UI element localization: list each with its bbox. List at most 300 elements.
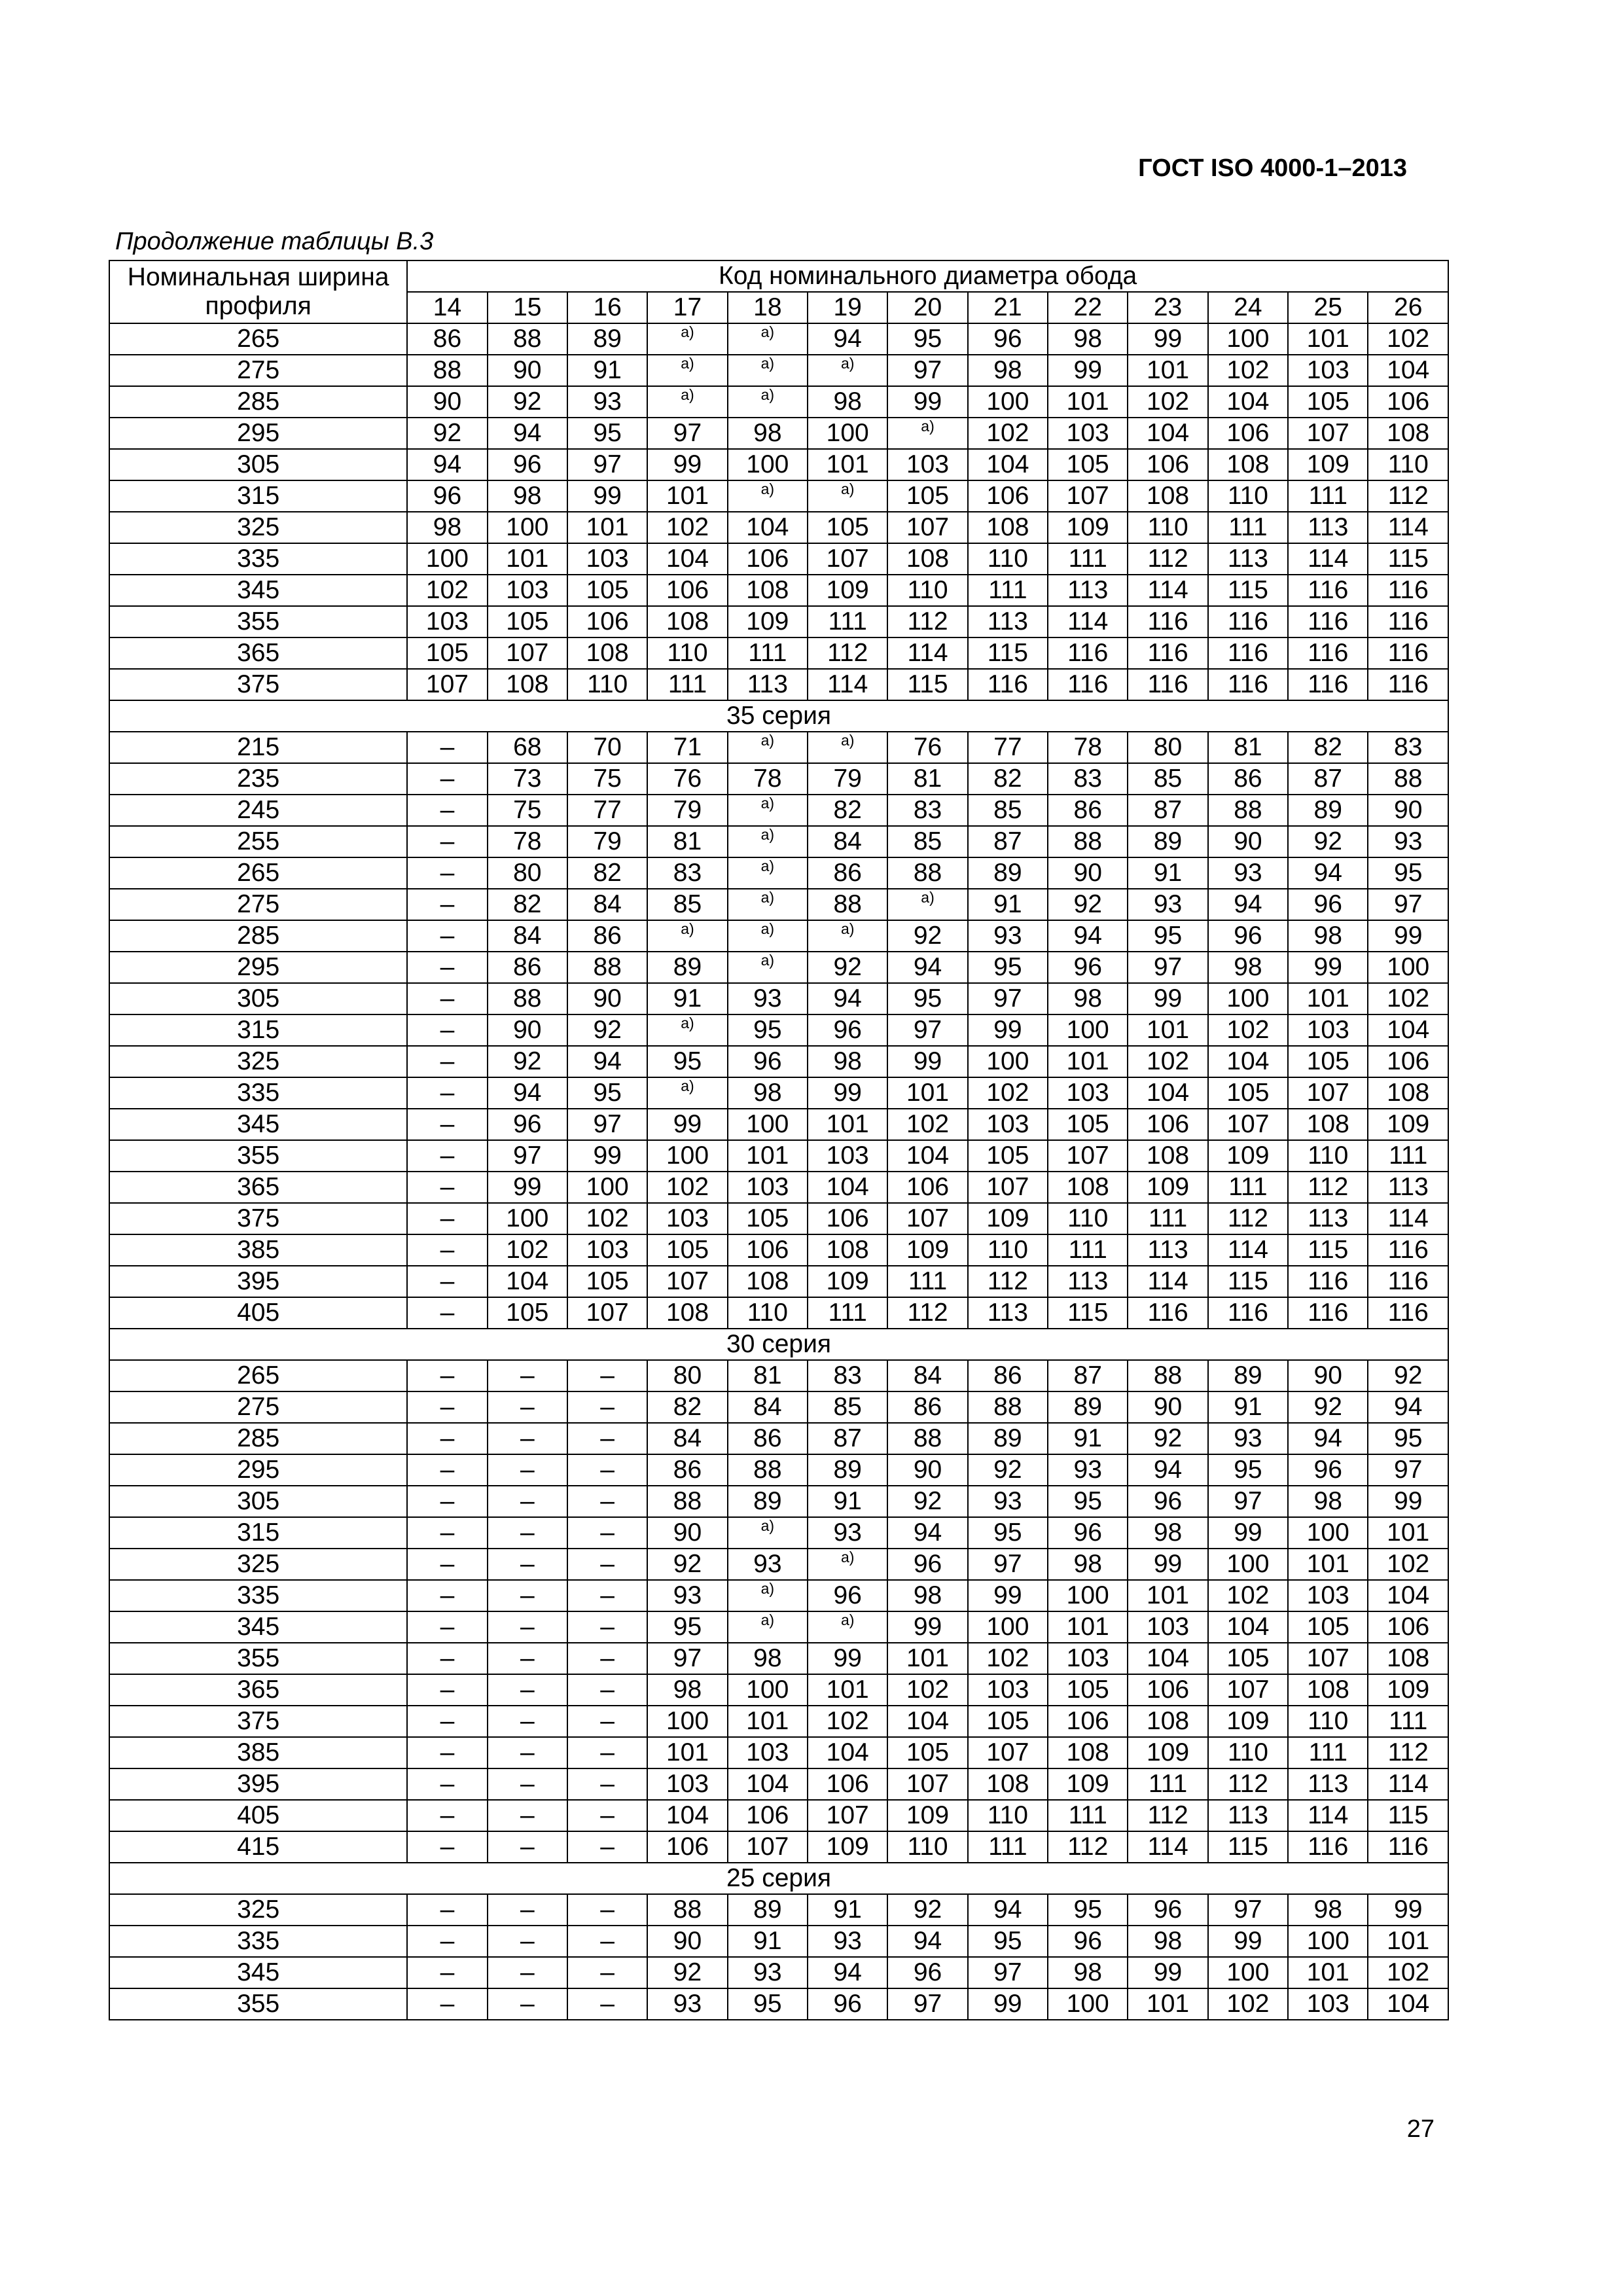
load-index-cell: 78 (1048, 732, 1128, 763)
footnote-ref-cell: a) (728, 1611, 808, 1643)
load-index-cell: 93 (1368, 826, 1448, 857)
load-index-cell: 113 (1048, 575, 1128, 606)
load-index-cell: 110 (1288, 1706, 1368, 1737)
load-index-cell: 92 (488, 386, 567, 418)
load-index-cell: 114 (1128, 575, 1207, 606)
table-row (109, 1674, 1448, 1706)
load-index-cell: 100 (1368, 952, 1448, 983)
load-index-cell: 105 (1288, 1611, 1368, 1643)
load-index-cell: 99 (968, 1988, 1048, 2020)
table-row (109, 669, 1448, 700)
load-index-cell: 85 (968, 795, 1048, 826)
load-index-cell: 100 (488, 1203, 567, 1234)
load-index-cell: 98 (1288, 920, 1368, 952)
load-index-cell: – (488, 1360, 567, 1391)
load-index-cell: 107 (1048, 480, 1128, 512)
load-index-cell: 114 (1368, 512, 1448, 543)
load-index-cell: 84 (887, 1360, 967, 1391)
load-index-cell: 116 (1368, 1234, 1448, 1266)
load-index-cell: 109 (808, 575, 887, 606)
load-index-cell: 82 (647, 1391, 727, 1423)
load-index-cell: 108 (1368, 418, 1448, 449)
load-index-cell: – (488, 1706, 567, 1737)
load-index-cell: 108 (808, 1234, 887, 1266)
load-index-cell: 95 (1368, 1423, 1448, 1454)
footnote-ref-cell: a) (728, 1517, 808, 1549)
load-index-cell: 97 (1208, 1486, 1288, 1517)
load-index-cell: 108 (968, 1768, 1048, 1800)
load-index-cell: 73 (488, 763, 567, 795)
load-index-cell: 101 (808, 449, 887, 480)
load-index-cell: 108 (1128, 480, 1207, 512)
load-index-cell: 116 (1048, 669, 1128, 700)
table-row (109, 952, 1448, 983)
load-index-cell: 99 (1128, 1549, 1207, 1580)
load-index-cell: 90 (567, 983, 647, 1014)
load-index-cell: 71 (647, 732, 727, 763)
load-index-cell: 113 (1288, 512, 1368, 543)
load-index-cell: 107 (647, 1266, 727, 1297)
load-index-cell: 110 (968, 1800, 1048, 1831)
load-index-cell: 98 (968, 355, 1048, 386)
load-index-cell: 114 (1368, 1203, 1448, 1234)
load-index-cell: – (567, 1706, 647, 1737)
load-index-cell: 114 (808, 669, 887, 700)
load-index-cell: 85 (808, 1391, 887, 1423)
footnote-ref-cell: a) (808, 732, 887, 763)
load-index-cell: 99 (1368, 1486, 1448, 1517)
load-index-cell: 83 (647, 857, 727, 889)
load-index-cell: 90 (647, 1926, 727, 1957)
load-index-cell: 86 (968, 1360, 1048, 1391)
rim-code-group-header: Код номинального диаметра обода (407, 260, 1448, 292)
load-index-cell: 83 (887, 795, 967, 826)
load-index-cell: 108 (728, 575, 808, 606)
load-index-cell: 101 (567, 512, 647, 543)
load-index-cell: 104 (647, 1800, 727, 1831)
load-index-cell: 108 (1048, 1737, 1128, 1768)
load-index-cell: 97 (647, 418, 727, 449)
table-row (109, 1831, 1448, 1863)
profile-width-cell: 335 (109, 1580, 407, 1611)
load-index-cell: 107 (968, 1737, 1048, 1768)
load-index-cell: 97 (887, 1014, 967, 1046)
load-index-cell: – (407, 1486, 487, 1517)
profile-width-cell: 265 (109, 1360, 407, 1391)
load-index-cell: – (488, 1674, 567, 1706)
load-index-cell: 95 (887, 983, 967, 1014)
profile-width-cell: 405 (109, 1297, 407, 1329)
table-row (109, 480, 1448, 512)
load-index-cell: 111 (887, 1266, 967, 1297)
load-index-cell: 109 (808, 1831, 887, 1863)
load-index-cell: – (407, 1988, 487, 2020)
load-index-cell: 90 (407, 386, 487, 418)
load-index-cell: 102 (808, 1706, 887, 1737)
load-index-cell: 86 (407, 323, 487, 355)
load-index-cell: – (407, 732, 487, 763)
load-index-cell: 104 (1368, 1988, 1448, 2020)
footnote-ref-cell: a) (728, 1580, 808, 1611)
load-index-cell: 89 (728, 1894, 808, 1926)
load-index-cell: 107 (728, 1831, 808, 1863)
load-index-cell: 81 (887, 763, 967, 795)
footnote-ref-cell: a) (647, 1014, 727, 1046)
load-index-cell: 94 (1288, 857, 1368, 889)
load-index-cell: – (407, 1831, 487, 1863)
load-index-cell: 99 (1208, 1926, 1288, 1957)
load-index-cell: 95 (1048, 1894, 1128, 1926)
load-index-cell: 92 (567, 1014, 647, 1046)
load-index-cell: 115 (1208, 575, 1288, 606)
load-index-cell: 87 (1048, 1360, 1128, 1391)
load-index-cell: 94 (1208, 889, 1288, 920)
load-index-cell: – (407, 1140, 487, 1172)
profile-width-cell: 275 (109, 889, 407, 920)
load-index-cell: 114 (1128, 1266, 1207, 1297)
load-index-cell: 107 (1288, 1643, 1368, 1674)
load-index-cell: 82 (1288, 732, 1368, 763)
load-index-cell: 108 (1048, 1172, 1128, 1203)
rim-code-header-cell: 15 (488, 292, 567, 323)
load-index-cell: – (407, 983, 487, 1014)
load-index-cell: 92 (488, 1046, 567, 1077)
load-index-cell: 101 (647, 1737, 727, 1768)
footnote-ref-cell: a) (887, 418, 967, 449)
load-index-cell: – (567, 1800, 647, 1831)
load-index-cell: 108 (647, 1297, 727, 1329)
load-index-cell: 104 (808, 1737, 887, 1768)
load-index-cell: 113 (968, 1297, 1048, 1329)
load-index-cell: 116 (1368, 1266, 1448, 1297)
table-row (109, 826, 1448, 857)
table-row (109, 1172, 1448, 1203)
load-index-cell: 106 (647, 575, 727, 606)
load-index-cell: 99 (1128, 983, 1207, 1014)
load-index-cell: 90 (1208, 826, 1288, 857)
load-index-cell: 101 (1128, 1014, 1207, 1046)
load-index-cell: 95 (968, 1926, 1048, 1957)
footnote-ref-cell: a) (728, 889, 808, 920)
load-index-cell: 90 (1288, 1360, 1368, 1391)
load-index-cell: – (567, 1674, 647, 1706)
load-index-cell: 100 (1288, 1926, 1368, 1957)
load-index-cell: – (488, 1894, 567, 1926)
load-index-cell: 109 (1288, 449, 1368, 480)
load-index-cell: 116 (1288, 1266, 1368, 1297)
load-index-cell: 116 (1368, 1297, 1448, 1329)
load-index-cell: 84 (488, 920, 567, 952)
load-index-cell: 101 (887, 1077, 967, 1109)
profile-width-cell: 365 (109, 637, 407, 669)
load-index-cell: 111 (808, 606, 887, 637)
profile-width-cell: 315 (109, 480, 407, 512)
load-index-cell: 105 (488, 606, 567, 637)
load-index-cell: 104 (647, 543, 727, 575)
load-index-cell: 96 (808, 1580, 887, 1611)
load-index-cell: – (488, 1800, 567, 1831)
load-index-cell: 102 (647, 512, 727, 543)
load-index-cell: 90 (488, 1014, 567, 1046)
load-index-cell: 98 (728, 1077, 808, 1109)
load-index-cell: 95 (647, 1611, 727, 1643)
load-index-cell: 111 (1048, 1800, 1128, 1831)
load-index-cell: 89 (808, 1454, 887, 1486)
load-index-cell: 112 (1208, 1768, 1288, 1800)
load-index-cell: – (488, 1988, 567, 2020)
load-index-cell: – (488, 1486, 567, 1517)
rim-code-header-cell: 23 (1128, 292, 1207, 323)
profile-width-cell: 325 (109, 1046, 407, 1077)
load-index-cell: 97 (1208, 1894, 1288, 1926)
rim-code-header-cell: 17 (647, 292, 727, 323)
load-index-cell: 97 (968, 1549, 1048, 1580)
load-index-cell: 88 (647, 1486, 727, 1517)
load-index-cell: 110 (887, 1831, 967, 1863)
load-index-cell: 93 (808, 1926, 887, 1957)
table-row (109, 795, 1448, 826)
load-index-cell: 104 (488, 1266, 567, 1297)
load-index-cell: – (407, 1611, 487, 1643)
load-index-cell: 103 (1288, 1014, 1368, 1046)
load-index-cell: 95 (968, 952, 1048, 983)
load-index-cell: 87 (808, 1423, 887, 1454)
load-index-cell: 98 (488, 480, 567, 512)
load-index-cell: 104 (1208, 386, 1288, 418)
profile-width-cell: 415 (109, 1831, 407, 1863)
load-index-cell: 101 (1368, 1926, 1448, 1957)
load-index-cell: – (488, 1549, 567, 1580)
load-index-cell: 109 (728, 606, 808, 637)
load-index-cell: 103 (1288, 1988, 1368, 2020)
load-index-cell: 98 (1048, 983, 1128, 1014)
load-index-cell: – (407, 1894, 487, 1926)
load-index-cell: 109 (887, 1800, 967, 1831)
load-index-cell: – (407, 1297, 487, 1329)
load-index-cell: 96 (968, 323, 1048, 355)
document-standard-header: ГОСТ ISO 4000-1–2013 (1138, 154, 1407, 182)
load-index-cell: 94 (887, 952, 967, 983)
load-index-cell: – (488, 1643, 567, 1674)
load-index-cell: 92 (887, 1486, 967, 1517)
load-index-cell: 88 (407, 355, 487, 386)
load-index-cell: 110 (1288, 1140, 1368, 1172)
load-index-cell: – (407, 1674, 487, 1706)
load-index-cell: – (407, 826, 487, 857)
load-index-cell: 89 (647, 952, 727, 983)
load-index-cell: – (407, 795, 487, 826)
profile-width-cell: 335 (109, 1077, 407, 1109)
load-index-cell: 104 (1128, 1643, 1207, 1674)
load-index-cell: 82 (808, 795, 887, 826)
load-index-cell: 113 (1128, 1234, 1207, 1266)
load-index-cell: 93 (567, 386, 647, 418)
load-index-cell: 103 (968, 1109, 1048, 1140)
footnote-ref-cell: a) (647, 386, 727, 418)
series-title: 25 серия (109, 1863, 1448, 1894)
load-index-cell: 88 (567, 952, 647, 983)
load-index-cell: 110 (968, 1234, 1048, 1266)
load-index-cell: 101 (887, 1643, 967, 1674)
load-index-cell: 102 (567, 1203, 647, 1234)
table-row (109, 889, 1448, 920)
load-index-cell: 108 (1368, 1077, 1448, 1109)
load-index-cell: 92 (647, 1549, 727, 1580)
load-index-cell: 107 (488, 637, 567, 669)
load-index-cell: – (567, 1611, 647, 1643)
load-index-cell: – (407, 1203, 487, 1234)
series-title: 30 серия (109, 1329, 1448, 1360)
profile-width-cell: 305 (109, 1486, 407, 1517)
load-index-cell: 83 (1368, 732, 1448, 763)
footnote-ref-cell: a) (647, 323, 727, 355)
load-index-cell: 111 (1128, 1768, 1207, 1800)
load-index-cell: 102 (1208, 355, 1288, 386)
load-index-cell: 99 (567, 1140, 647, 1172)
load-index-cell: 95 (1368, 857, 1448, 889)
load-index-cell: 103 (1048, 418, 1128, 449)
load-index-cell: 102 (1368, 983, 1448, 1014)
profile-width-cell: 265 (109, 857, 407, 889)
load-index-cell: 105 (567, 1266, 647, 1297)
load-index-cell: 85 (647, 889, 727, 920)
load-index-cell: 110 (887, 575, 967, 606)
load-index-cell: 90 (488, 355, 567, 386)
load-index-cell: 84 (647, 1423, 727, 1454)
load-index-cell: 97 (567, 449, 647, 480)
load-index-cell: 99 (887, 386, 967, 418)
load-index-cell: – (407, 952, 487, 983)
load-index-cell: 100 (1208, 1957, 1288, 1988)
table-row (109, 1423, 1448, 1454)
load-index-cell: 101 (647, 480, 727, 512)
profile-width-cell: 215 (109, 732, 407, 763)
load-index-cell: 81 (728, 1360, 808, 1391)
load-index-cell: 104 (1368, 1014, 1448, 1046)
load-index-cell: 88 (1048, 826, 1128, 857)
load-index-cell: 99 (808, 1077, 887, 1109)
table-body (109, 323, 1448, 2020)
load-index-cell: – (567, 1423, 647, 1454)
load-index-cell: 107 (407, 669, 487, 700)
footnote-ref-cell: a) (728, 732, 808, 763)
load-index-cell: 97 (488, 1140, 567, 1172)
load-index-cell: 109 (887, 1234, 967, 1266)
load-index-cell: 106 (1208, 418, 1288, 449)
load-index-cell: 110 (1208, 1737, 1288, 1768)
profile-width-cell: 395 (109, 1266, 407, 1297)
profile-width-cell: 375 (109, 1203, 407, 1234)
load-index-cell: 88 (647, 1894, 727, 1926)
load-index-cell: 92 (1048, 889, 1128, 920)
load-index-cell: – (567, 1831, 647, 1863)
load-index-cell: 106 (728, 543, 808, 575)
load-index-cell: 108 (1128, 1706, 1207, 1737)
load-index-cell: 100 (808, 418, 887, 449)
footnote-ref-cell: a) (887, 889, 967, 920)
load-index-cell: 82 (488, 889, 567, 920)
table-row (109, 1611, 1448, 1643)
load-index-cell: 100 (647, 1140, 727, 1172)
load-index-cell: 88 (728, 1454, 808, 1486)
rim-code-header-cell: 18 (728, 292, 808, 323)
load-index-cell: 88 (1368, 763, 1448, 795)
load-index-cell: 111 (728, 637, 808, 669)
load-index-cell: 75 (488, 795, 567, 826)
load-index-cell: 94 (1368, 1391, 1448, 1423)
load-index-cell: 116 (1208, 637, 1288, 669)
load-index-cell: 107 (1288, 1077, 1368, 1109)
load-index-cell: 116 (1128, 1297, 1207, 1329)
load-index-cell: 99 (488, 1172, 567, 1203)
footnote-ref-cell: a) (728, 920, 808, 952)
load-index-cell: 116 (968, 669, 1048, 700)
table-row (109, 732, 1448, 763)
load-index-cell: – (567, 1643, 647, 1674)
load-index-cell: 93 (1208, 857, 1288, 889)
load-index-cell: 99 (1368, 1894, 1448, 1926)
profile-width-cell: 345 (109, 575, 407, 606)
profile-width-cell: 335 (109, 543, 407, 575)
load-index-cell: – (567, 1454, 647, 1486)
load-index-cell: – (567, 1988, 647, 2020)
load-index-cell: 105 (808, 512, 887, 543)
load-index-cell: 102 (1208, 1580, 1288, 1611)
load-index-cell: 112 (968, 1266, 1048, 1297)
load-index-cell: – (488, 1768, 567, 1800)
table-row (109, 1297, 1448, 1329)
profile-width-cell: 385 (109, 1737, 407, 1768)
load-index-cell: 116 (1208, 669, 1288, 700)
load-index-cell: 98 (1208, 952, 1288, 983)
table-row (109, 920, 1448, 952)
rim-code-header-cell: 20 (887, 292, 967, 323)
load-index-cell: 89 (968, 857, 1048, 889)
load-index-cell: 101 (1048, 1611, 1128, 1643)
load-index-cell: 106 (1128, 1109, 1207, 1140)
load-index-cell: 94 (887, 1926, 967, 1957)
load-index-cell: 68 (488, 732, 567, 763)
table-head (109, 260, 1448, 323)
load-index-cell: 94 (968, 1894, 1048, 1926)
load-index-cell: 99 (647, 449, 727, 480)
load-index-cell: 96 (1288, 1454, 1368, 1486)
profile-width-cell: 255 (109, 826, 407, 857)
load-index-cell: 104 (887, 1706, 967, 1737)
table-row (109, 1077, 1448, 1109)
load-index-cell: 93 (808, 1517, 887, 1549)
table-row (109, 512, 1448, 543)
table-row (109, 1203, 1448, 1234)
load-index-cell: 85 (887, 826, 967, 857)
load-index-cell: – (407, 1517, 487, 1549)
load-index-cell: 87 (1288, 763, 1368, 795)
load-index-cell: 91 (567, 355, 647, 386)
load-index-cell: 77 (567, 795, 647, 826)
profile-width-cell: 375 (109, 1706, 407, 1737)
table-row (109, 418, 1448, 449)
load-index-cell: 100 (968, 1611, 1048, 1643)
load-index-cell: 103 (887, 449, 967, 480)
load-index-cell: 101 (1128, 355, 1207, 386)
load-index-cell: – (567, 1737, 647, 1768)
profile-width-cell: 405 (109, 1800, 407, 1831)
profile-width-cell: 355 (109, 1643, 407, 1674)
load-index-cell: 108 (728, 1266, 808, 1297)
load-index-cell: 102 (1368, 1957, 1448, 1988)
load-index-cell: 89 (1208, 1360, 1288, 1391)
load-index-cell: 100 (968, 386, 1048, 418)
